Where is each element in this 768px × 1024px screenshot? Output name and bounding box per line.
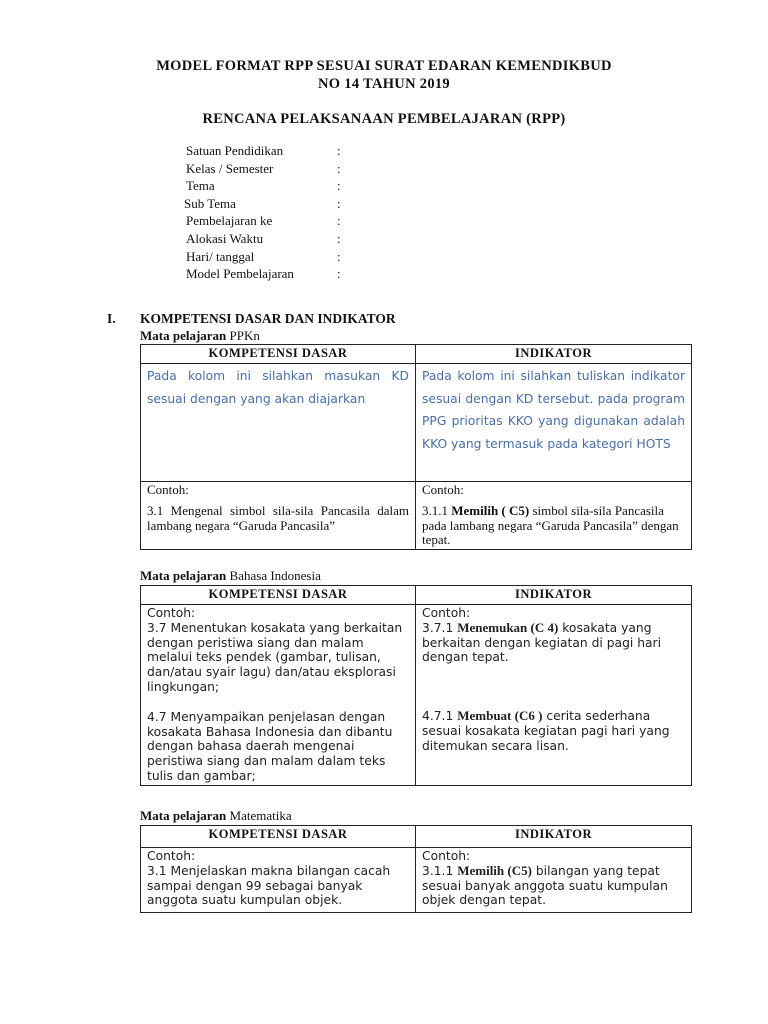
- identity-row: [186, 177, 386, 195]
- identity-label: Kelas / Semester: [186, 160, 274, 176]
- identity-colon: :: [337, 230, 341, 246]
- header-indikator: INDIKATOR: [416, 586, 692, 605]
- section-title: KOMPETENSI DASAR DAN INDIKATOR: [140, 311, 396, 326]
- identity-row: [186, 142, 386, 160]
- indikator-number: 3.1.1: [422, 502, 448, 518]
- doc-title-line1: MODEL FORMAT RPP SESUAI SURAT EDARAN KEMENDIKBUD: [156, 58, 612, 74]
- subject-label-ppkn: [140, 328, 260, 344]
- kd-text: 3.1 Menjelaskan makna bilangan cacah sampai dengan 99 sebagai banyak anggota suatu kumpulan objek.: [147, 863, 391, 908]
- kd-example-cell: [141, 848, 416, 913]
- identity-row: [186, 265, 386, 283]
- table-row: [141, 364, 692, 482]
- indikator-example-text: [422, 504, 685, 548]
- kko-verb: Memilih ( C5): [451, 502, 530, 518]
- identity-label: Model Pembelajaran: [186, 266, 294, 282]
- identity-colon: :: [337, 248, 341, 264]
- indikator-example-cell: [416, 848, 692, 913]
- indikator-text: [422, 709, 685, 753]
- subject-name: Matematika: [229, 808, 292, 823]
- subject-label-prefix: Mata pelajaran: [140, 568, 227, 583]
- kd-example-text: 3.1 Mengenal simbol sila-sila Pancasila dalam lambang negara “Garuda Pancasila”: [147, 502, 409, 533]
- table-header-row: [141, 586, 692, 605]
- subject-label-mtk: [140, 808, 292, 824]
- identity-row: [186, 248, 386, 266]
- example-head: Contoh:: [422, 606, 471, 620]
- subject-name: PPKn: [229, 328, 260, 343]
- header-indikator: INDIKATOR: [416, 826, 692, 848]
- section-heading: [107, 311, 396, 327]
- header-indikator: INDIKATOR: [416, 345, 692, 364]
- doc-title-line2: NO 14 TAHUN 2019: [318, 76, 450, 92]
- subject-label-prefix: Mata pelajaran: [140, 328, 227, 343]
- table-header-row: [141, 345, 692, 364]
- kd-text: 3.7 Menentukan kosakata yang berkaitan dengan peristiwa siang dan malam melalui teks pendek (gambar, tulisan, dan/atau syair lagu) dan/atau eksplorasi lingkungan;: [147, 620, 403, 694]
- section-number: I.: [107, 311, 116, 326]
- kko-verb: Menemukan (C 4): [457, 619, 559, 635]
- kd-table-ppkn: [140, 344, 692, 550]
- identity-colon: :: [337, 160, 341, 176]
- example-head: Contoh:: [147, 849, 196, 863]
- identity-label: Sub Tema: [184, 195, 236, 211]
- indikator-number: 4.7.1: [422, 709, 454, 724]
- subject-label-bindo: [140, 568, 321, 584]
- indikator-number: 3.7.1: [422, 620, 454, 635]
- identity-colon: :: [337, 195, 341, 211]
- kko-verb: Memilih (C5): [457, 862, 532, 878]
- identity-block: [186, 142, 386, 283]
- identity-colon: :: [337, 266, 341, 282]
- header-kompetensi-dasar: KOMPETENSI DASAR: [141, 586, 416, 605]
- table-row: [141, 848, 692, 913]
- identity-row: [186, 160, 386, 178]
- identity-label: Hari/ tanggal: [186, 248, 255, 264]
- subject-label-prefix: Mata pelajaran: [140, 808, 227, 823]
- table-row: [141, 482, 692, 550]
- indikator-rest: simbol sila-sila Pancasila pada lambang negara “Garuda Pancasila” dengan tepat.: [422, 502, 679, 548]
- indikator-number: 3.1.1: [422, 863, 454, 878]
- identity-row: [186, 230, 386, 248]
- identity-label: Alokasi Waktu: [186, 230, 264, 246]
- kd-example-cell: [141, 605, 416, 786]
- indikator-rest: bilangan yang tepat sesuai banyak anggota suatu kumpulan objek dengan tepat.: [422, 863, 668, 908]
- doc-title-rpp: RENCANA PELAKSANAAN PEMBELAJARAN (RPP): [202, 111, 566, 127]
- identity-colon: :: [337, 143, 341, 158]
- kd-example-cell: [141, 482, 416, 550]
- identity-label: Pembelajaran ke: [186, 213, 273, 229]
- indikator-text: [422, 864, 685, 908]
- identity-label: Tema: [186, 178, 215, 194]
- indikator-rest: kosakata yang berkaitan dengan kegiatan di pagi hari dengan tepat.: [422, 620, 662, 665]
- identity-row: [186, 195, 386, 213]
- table-row: [141, 605, 692, 786]
- identity-colon: :: [337, 178, 341, 194]
- identity-colon: :: [337, 213, 341, 229]
- example-head: Contoh:: [147, 482, 189, 497]
- header-kompetensi-dasar: KOMPETENSI DASAR: [141, 826, 416, 848]
- identity-row: [186, 212, 386, 230]
- example-head: Contoh:: [147, 606, 196, 620]
- indikator-instruction: Pada kolom ini silahkan tuliskan indikator sesuai dengan KD tersebut. pada program PPG prioritas KKO yang digunakan adalah KKO yang termasuk pada kategori HOTS: [416, 364, 692, 482]
- indikator-example-cell: [416, 605, 692, 786]
- example-head: Contoh:: [422, 849, 471, 863]
- kd-instruction: Pada kolom ini silahkan masukan KD sesuai dengan yang akan diajarkan: [141, 364, 416, 482]
- table-header-row: [141, 826, 692, 848]
- indikator-text: [422, 621, 685, 665]
- subject-name: Bahasa Indonesia: [229, 568, 321, 583]
- kd-text: 4.7 Menyampaikan penjelasan dengan kosakata Bahasa Indonesia dan dibantu dengan bahasa daerah mengenai peristiwa siang dan malam dalam teks tulis dan gambar;: [147, 709, 393, 783]
- kd-table-mtk: [140, 825, 692, 913]
- kko-verb: Membuat (C6 ): [457, 708, 543, 724]
- header-kompetensi-dasar: KOMPETENSI DASAR: [141, 345, 416, 364]
- example-head: Contoh:: [422, 482, 464, 497]
- identity-label: Satuan Pendidikan: [186, 143, 284, 158]
- indikator-rest: cerita sederhana sesuai kosakata kegiatan pagi hari yang ditemukan secara lisan.: [422, 709, 670, 753]
- kd-table-bindo: [140, 585, 692, 786]
- indikator-example-cell: [416, 482, 692, 550]
